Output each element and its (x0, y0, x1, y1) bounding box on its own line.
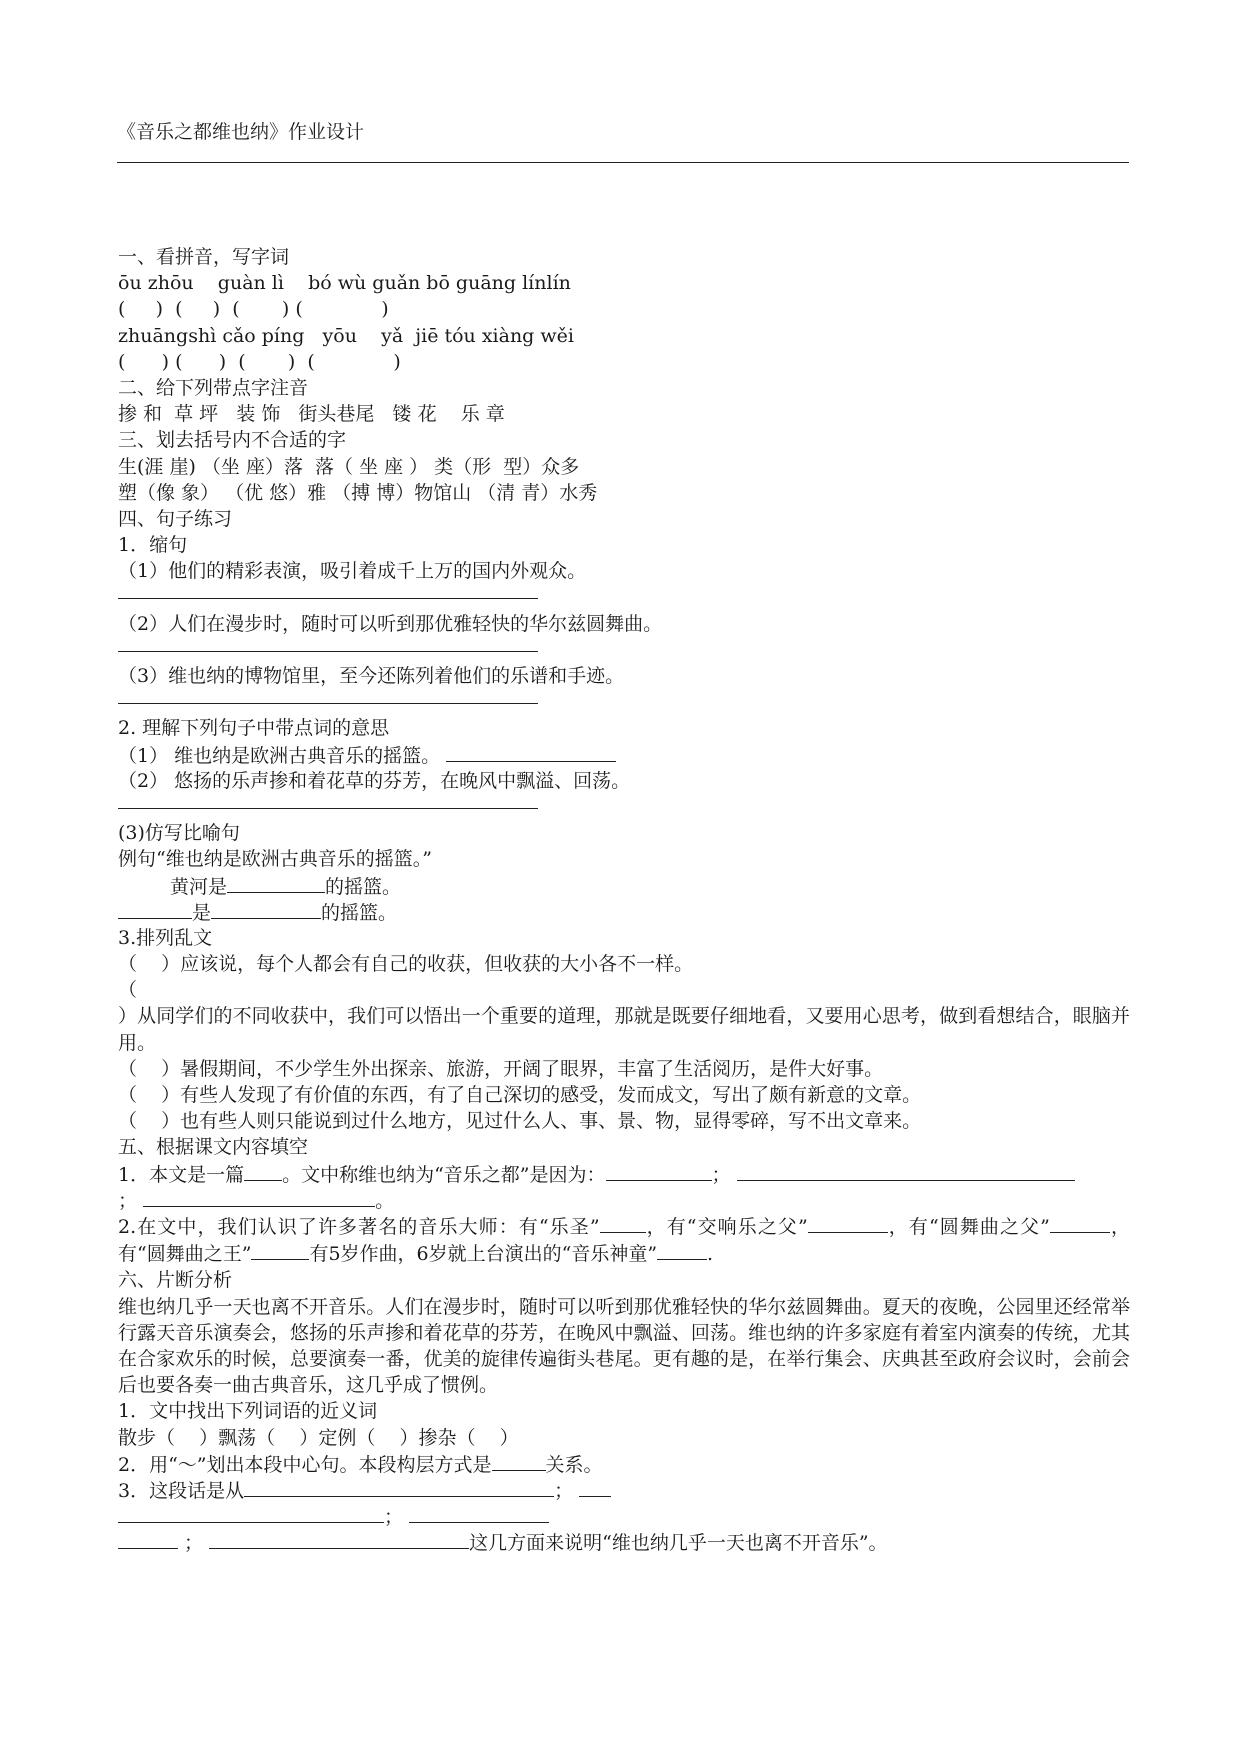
meaning-sentence-1: （1） 维也纳是欧洲古典音乐的摇篮。 (118, 742, 1130, 768)
answer-brackets-1: ( ) ( ) ( ) ( ) (118, 298, 389, 321)
answer-blank[interactable] (606, 1161, 712, 1181)
answer-blank[interactable] (657, 1240, 707, 1260)
condense-sentence-1: （1）他们的精彩表演，吸引着成千上万的国内外观众。 (118, 560, 587, 583)
answer-blank[interactable] (808, 1213, 888, 1233)
section-4-heading: 四、句子练习 (118, 507, 233, 530)
answer-blank[interactable] (600, 1213, 646, 1233)
subsection-meaning: 2. 理解下列句子中带点词的意思 (118, 717, 390, 740)
answer-blank[interactable] (118, 1529, 178, 1549)
analysis-question-3-cont: ； (118, 1503, 1130, 1529)
analysis-passage: 维也纳几乎一天也离不开音乐。人们在漫步时，随时可以听到那优雅轻快的华尔兹圆舞曲。夏天的夜晚，公园里还经常举行露天音乐演奏会，悠扬的乐声掺和着花草的芬芳，在晚风中飘溢、回荡。维也纳的许多家庭有着室内演奏的传统，尤其在合家欢乐的时候，总要演奏一番，优美的旋律传遍街头巷尾。更有趣的是，在举行集会、庆典甚至政府会议时，会前会后也要各奏一曲古典音乐，这几乎成了惯例。 (118, 1295, 1130, 1397)
answer-blank[interactable] (446, 742, 616, 762)
simile-imitation-1: 黄河是 的摇篮。 (118, 873, 1130, 899)
answer-line[interactable] (118, 637, 1130, 663)
analysis-question-2: 2．用“～”划出本段中心句。本段构层方式是 关系。 (118, 1451, 1130, 1477)
answer-brackets-2: ( ) ( ) ( ) ( ) (118, 350, 401, 373)
answer-blank[interactable] (227, 873, 325, 893)
order-item: （ ）暑假期间，不少学生外出探亲、旅游，开阔了眼界，丰富了生活阅历，是件大好事。 (118, 1057, 884, 1080)
meaning-sentence-2: （2） 悠扬的乐声掺和着花草的芬芳，在晚风中飘溢、回荡。 (118, 769, 631, 792)
simile-example: 例句“维也纳是欧洲古典音乐的摇篮。” (118, 848, 432, 871)
answer-blank[interactable] (244, 1161, 282, 1181)
header-divider (117, 162, 1129, 163)
document-header: 《音乐之都维也纳》作业设计 (117, 121, 365, 143)
dotted-words: 掺 和 草 坪 装 饰 街头巷尾 镂 花 乐 章 (118, 403, 505, 426)
answer-blank[interactable] (1050, 1213, 1110, 1233)
answer-blank[interactable] (251, 1240, 309, 1260)
answer-blank[interactable] (492, 1451, 546, 1471)
analysis-question-1: 1．文中找出下列词语的近义词 (118, 1400, 378, 1423)
answer-line[interactable] (118, 584, 1130, 610)
order-item-bracket: （ (118, 979, 138, 1002)
order-item: ）从同学们的不同收获中，我们可以悟出一个重要的道理，那就是既要仔细地看，又要用心思考，做到看想结合，眼脑并用。 (118, 1005, 1130, 1054)
simile-imitation-2: 是 的摇篮。 (118, 899, 1130, 925)
worksheet-body (118, 244, 1130, 1556)
synonym-blanks: 散步（ ）飘荡（ ）定例（ ）掺杂（ ） (118, 1426, 519, 1449)
section-3-heading: 三、划去括号内不合适的字 (118, 429, 347, 452)
subsection-condense: 1．缩句 (118, 534, 188, 557)
order-item: （ ）有些人发现了有价值的东西，有了自己深切的感受，发而成文，写出了颇有新意的文章。 (118, 1084, 922, 1107)
answer-blank[interactable] (118, 1503, 384, 1523)
answer-blank[interactable] (209, 1529, 469, 1549)
order-item: （ ）也有些人则只能说到过什么地方，见过什么人、事、景、物，显得零碎，写不出文章来。 (118, 1110, 922, 1133)
answer-blank[interactable] (409, 1503, 549, 1523)
section-2-heading: 二、给下列带点字注音 (118, 376, 309, 399)
subsection-simile: (3)仿写比喻句 (118, 822, 240, 845)
pinyin-row-2: zhuāngshì cǎo píng yōu yǎ jiē tóu xiàng wěi (118, 324, 574, 347)
choice-row-2: 塑（像 象） （优 悠）雅 （搏 博）物馆山 （清 青）水秀 (118, 481, 598, 504)
fill-question-1: 1．本文是一篇 。文中称维也纳为“音乐之都”是因为： ； (118, 1161, 1130, 1187)
answer-blank[interactable] (118, 899, 192, 919)
analysis-question-3: 3．这段话是从 ； (118, 1477, 1130, 1503)
condense-sentence-3: （3）维也纳的博物馆里，至今还陈列着他们的乐谱和手迹。 (118, 665, 625, 687)
answer-line[interactable] (118, 689, 1130, 715)
pinyin-row-1: ōu zhōu guàn lì bó wù guǎn bō guāng línlín (118, 272, 571, 295)
answer-blank[interactable] (579, 1477, 611, 1497)
answer-blank[interactable] (244, 1477, 554, 1497)
answer-blank[interactable] (737, 1161, 1075, 1181)
section-1-heading: 一、看拼音，写字词 (118, 246, 290, 268)
choice-row-1: 生(涯 崖) （坐 座）落 落（ 坐 座 ） 类（形 型）众多 (118, 455, 580, 478)
fill-question-2: 2.在文中，我们认识了许多著名的音乐大师：有“乐圣” ，有“交响乐之父” ，有“圆舞曲之父” ，有“圆舞曲之王” 有5岁作曲，6岁就上台演出的“音乐神童” . (118, 1213, 1130, 1267)
fill-question-1-cont: ； 。 (118, 1187, 1130, 1213)
section-6-heading: 六、片断分析 (118, 1269, 233, 1292)
answer-line[interactable] (118, 794, 1130, 820)
section-5-heading: 五、根据课文内容填空 (118, 1136, 309, 1159)
analysis-question-3-end: ； 这几方面来说明“维也纳几乎一天也离不开音乐”。 (118, 1529, 1130, 1555)
subsection-ordering: 3.排列乱文 (118, 926, 213, 949)
answer-blank[interactable] (211, 899, 321, 919)
condense-sentence-2: （2）人们在漫步时，随时可以听到那优雅轻快的华尔兹圆舞曲。 (118, 612, 663, 635)
answer-blank[interactable] (143, 1187, 375, 1207)
order-item: （ ）应该说，每个人都会有自己的收获，但收获的大小各不一样。 (118, 953, 694, 976)
